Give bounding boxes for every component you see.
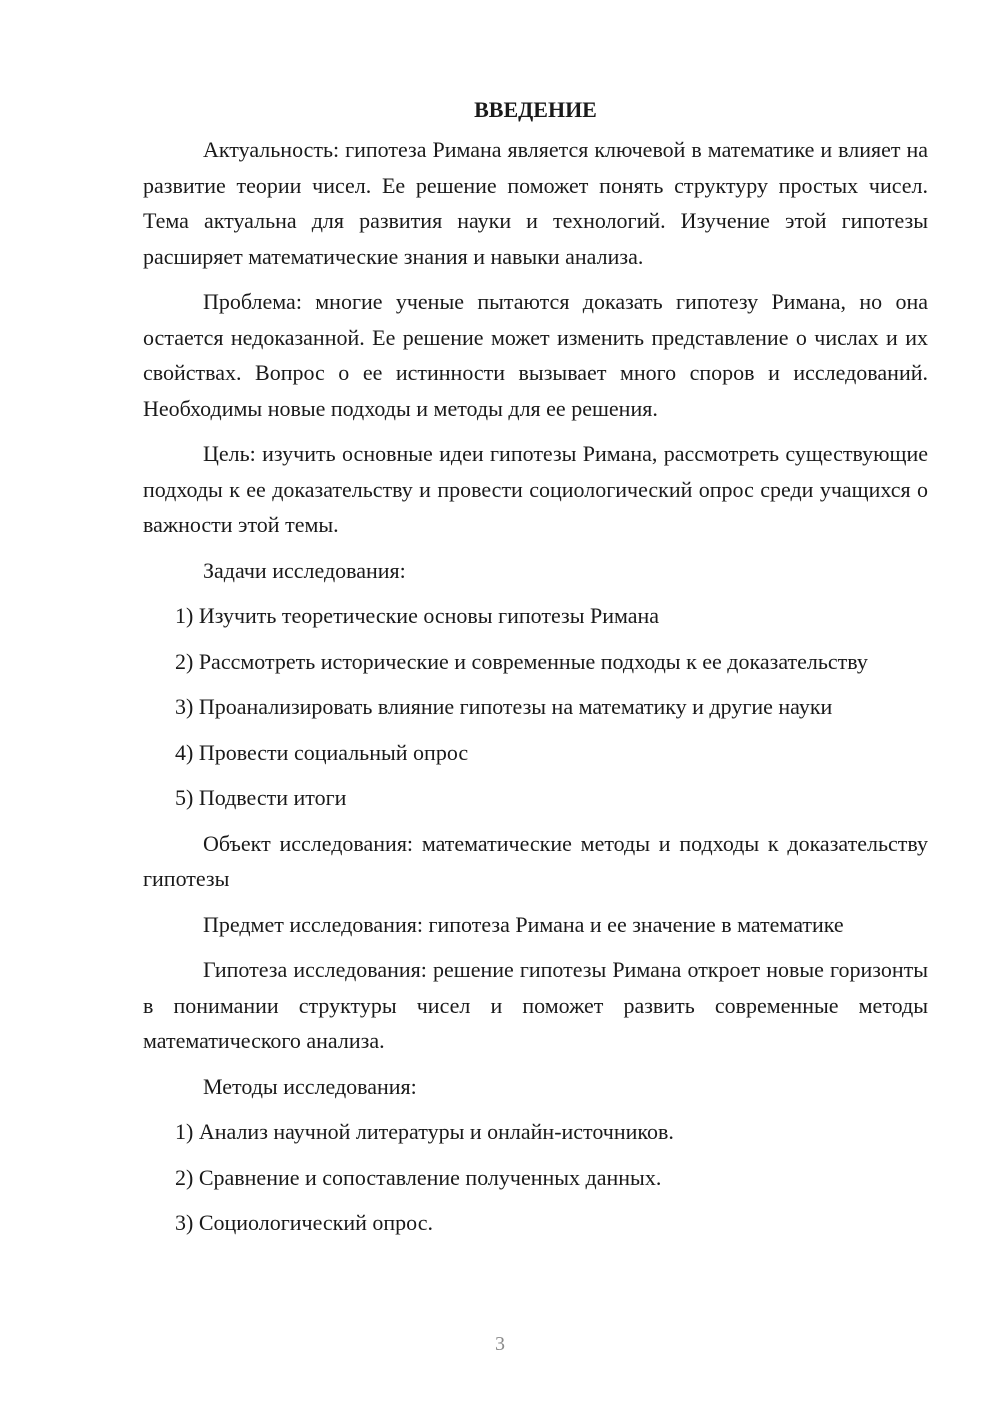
task-item: 1) Изучить теоретические основы гипотезы Римана: [175, 603, 660, 628]
tasks-heading: Задачи исследования:: [203, 557, 406, 583]
method-item: 1) Анализ научной литературы и онлайн-источников.: [175, 1119, 674, 1144]
hypothesis-paragraph: Гипотеза исследования: решение гипотезы Римана откроет новые горизонты в понимании структуры чисел и поможет развить современные методы математического анализа.: [143, 957, 928, 1053]
method-item: 2) Сравнение и сопоставление полученных данных.: [175, 1164, 662, 1190]
methods-heading: Методы исследования:: [203, 1073, 417, 1099]
subject-paragraph: Предмет исследования: гипотеза Римана и ее значение в математике: [203, 911, 844, 937]
task-item: 4) Провести социальный опрос: [175, 739, 469, 765]
method-item: 3) Социологический опрос.: [175, 1210, 433, 1235]
task-item: 2) Рассмотреть исторические и современные подходы к ее доказательству: [175, 648, 868, 674]
object-paragraph: Объект исследования: математические методы и подходы к доказательству гипотезы: [143, 830, 928, 891]
page-title: ВВЕДЕНИЕ: [474, 97, 597, 122]
relevance-paragraph: Актуальность: гипотеза Римана является ключевой в математике и влияет на развитие теории чисел. Ее решение поможет понять структуру простых чисел. Тема актуальна для развития науки и технологий. Изучение этой гипотезы расширяет математические знания и навыки анализа.: [143, 137, 928, 269]
task-item: 3) Проанализировать влияние гипотезы на математику и другие науки: [175, 694, 833, 719]
goal-paragraph: Цель: изучить основные идеи гипотезы Римана, рассмотреть существующие подходы к ее доказательству и провести социологический опрос среди учащихся о важности этой темы.: [143, 441, 928, 537]
task-item: 5) Подвести итоги: [175, 785, 347, 810]
document-page: [143, 96, 928, 1251]
problem-paragraph: Проблема: многие ученые пытаются доказать гипотезу Римана, но она остается недоказанной. Ее решение может изменить представление о числах и их свойствах. Вопрос о ее истинности вызывает много споров и исследований. Необходимы новые подходы и методы для ее решения.: [143, 289, 928, 421]
page-number: 3: [495, 1333, 505, 1355]
